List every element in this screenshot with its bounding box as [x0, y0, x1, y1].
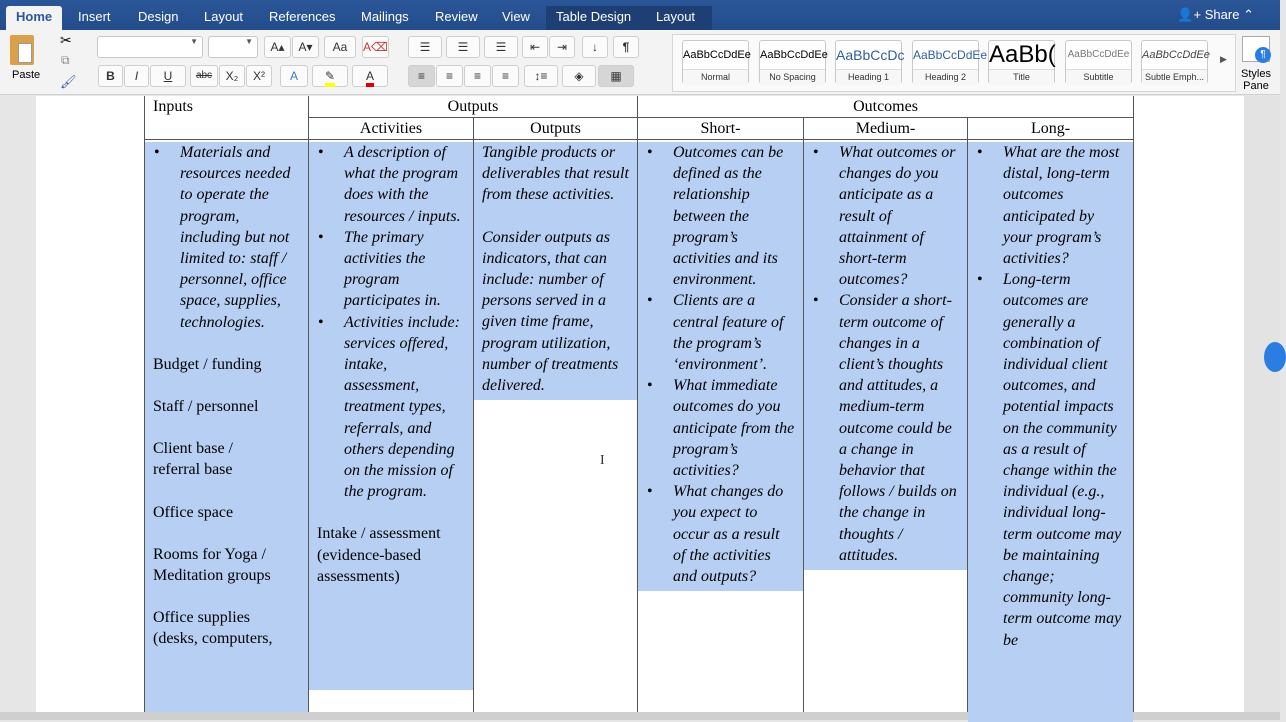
subheader-short: Short-: [638, 118, 804, 140]
list-item: • Clients are a central feature of the program’s ‘environment’.: [646, 290, 795, 375]
style-normal[interactable]: AaBbCcDdEe Normal: [682, 40, 749, 84]
tab-view[interactable]: View: [502, 9, 530, 24]
bullets-button[interactable]: ☰: [408, 36, 442, 58]
list-item: Rooms for Yoga / Meditation groups: [153, 545, 271, 585]
tab-table-design[interactable]: Table Design: [546, 6, 646, 30]
change-case-button[interactable]: Aa: [324, 36, 356, 58]
align-right-button[interactable]: ≡: [464, 65, 491, 87]
cell-long-term[interactable]: [968, 140, 1134, 712]
list-item: • The primary activities the program participates in.: [317, 227, 465, 312]
increase-indent-button[interactable]: ⇥: [549, 36, 575, 58]
font-size-field[interactable]: ▼: [208, 36, 258, 58]
copy-icon[interactable]: ⧉: [61, 53, 70, 67]
styles-pane-icon[interactable]: ¶: [1242, 36, 1270, 62]
tab-table-layout[interactable]: Layout: [646, 6, 712, 30]
list-item: Budget / funding: [153, 355, 262, 373]
logic-model-table[interactable]: [144, 96, 1134, 712]
style-heading-2[interactable]: AaBbCcDdEe Heading 2: [912, 40, 979, 84]
cell-activities[interactable]: [309, 140, 474, 712]
cell-medium-term[interactable]: [804, 140, 968, 712]
highlight-color-button[interactable]: [312, 65, 348, 87]
tab-layout[interactable]: Layout: [204, 9, 244, 24]
share-button[interactable]: 👤+ Share ⌃: [1177, 7, 1254, 22]
collapse-ribbon-icon[interactable]: ⌃: [1243, 7, 1254, 22]
highlighter-icon: ✎: [325, 69, 335, 87]
list-item: • A description of what the program does with the resources / inputs.: [317, 142, 465, 227]
format-painter-icon[interactable]: 🖌: [60, 74, 77, 89]
font-name-field[interactable]: ▼: [97, 36, 203, 58]
tab-design[interactable]: Design: [138, 9, 179, 24]
align-center-button[interactable]: ≡: [436, 65, 463, 87]
style-subtitle[interactable]: AaBbCcDdEe Subtitle: [1065, 40, 1132, 84]
multilevel-list-button[interactable]: ☰: [484, 36, 518, 58]
tab-references[interactable]: References: [269, 9, 336, 24]
paste-icon[interactable]: [10, 35, 34, 65]
list-item: Staff / personnel: [153, 398, 259, 416]
style-heading-1[interactable]: AaBbCcDc Heading 1: [835, 40, 902, 84]
shrink-font-button[interactable]: A▾: [292, 36, 319, 58]
list-item: Office space: [153, 503, 234, 521]
list-item: • Outcomes can be defined as the relationship between the program’s activities and its environment.: [646, 142, 795, 290]
clear-formatting-button[interactable]: A⌫: [362, 36, 389, 58]
subheader-inputs: [144, 118, 309, 140]
text-effects-button[interactable]: A: [280, 65, 308, 87]
right-margin: [1244, 96, 1280, 712]
italic-button[interactable]: I: [124, 65, 149, 87]
grow-font-button[interactable]: A▴: [264, 36, 291, 58]
bold-button[interactable]: B: [98, 65, 123, 87]
list-item: • What changes do you expect to occur as a result of the activities and outputs?: [646, 481, 795, 587]
align-left-button[interactable]: ≡: [408, 65, 435, 87]
output-paragraph: Tangible products or deliverables that result from these activities.: [482, 144, 629, 204]
show-marks-button[interactable]: ¶: [613, 36, 639, 58]
subheader-activities: Activities: [309, 118, 474, 140]
subscript-button[interactable]: X₂: [219, 65, 245, 87]
tab-review[interactable]: Review: [435, 9, 478, 24]
list-item: • Materials and resources needed to operate the program, including but not limited to: staff / personnel, office space, supplies, technologies.: [153, 142, 300, 333]
header-outcomes: Outcomes: [638, 96, 1134, 118]
strikethrough-button[interactable]: abc: [190, 65, 218, 87]
ribbon-tabs: [0, 0, 1280, 30]
header-outputs: Outputs: [309, 96, 638, 118]
tab-mailings[interactable]: Mailings: [361, 9, 409, 24]
numbering-button[interactable]: ☰: [446, 36, 480, 58]
text-cursor-icon: Ι: [600, 453, 605, 468]
style-subtle-emphasis[interactable]: AaBbCcDdEe Subtle Emph...: [1141, 40, 1208, 84]
list-item: • Activities include: services offered, intake, assessment, treatment types, referrals, and others depending on the mission of the program.: [317, 312, 465, 503]
justify-button[interactable]: ≡: [492, 65, 519, 87]
font-color-icon: A: [366, 69, 374, 87]
assistant-icon[interactable]: [1264, 342, 1286, 372]
list-item: Intake / assessment (evidence-based assessments): [317, 525, 441, 585]
style-title[interactable]: AaBb( Title: [988, 40, 1055, 84]
shading-button[interactable]: ◈: [562, 65, 596, 87]
style-no-spacing[interactable]: AaBbCcDdEe No Spacing: [759, 40, 826, 84]
output-paragraph: Consider outputs as indicators, that can include: number of persons served in a given time frame, program utilization, number of treatments delivered.: [482, 228, 619, 395]
font-color-button[interactable]: [352, 65, 388, 87]
tab-home[interactable]: Home: [6, 6, 62, 30]
subheader-outputs: Outputs: [474, 118, 638, 140]
list-item: • What outcomes or changes do you anticipate as a result of attainment of short-term outcomes?: [812, 142, 959, 290]
ribbon: [0, 30, 1280, 95]
paste-label[interactable]: Paste: [12, 69, 41, 81]
subheader-long: Long-: [968, 118, 1134, 140]
cell-inputs[interactable]: [144, 140, 309, 712]
decrease-indent-button[interactable]: ⇤: [522, 36, 548, 58]
list-item: Office supplies (desks, computers,: [153, 609, 273, 648]
list-item: • What are the most distal, long-term outcomes anticipated by your program’s activities?: [976, 142, 1125, 269]
sort-button[interactable]: ↓: [582, 36, 608, 58]
cell-outputs[interactable]: [474, 140, 638, 712]
add-person-icon: 👤+: [1177, 7, 1205, 22]
list-item: • Long-term outcomes are generally a combination of individual client outcomes, and potential impacts on the community as a result of change within the individual (e.g., individual long-term outcome may be maintaining change; community long-term outcome may be: [976, 269, 1125, 651]
underline-button[interactable]: U: [150, 65, 186, 87]
cut-icon[interactable]: ✂: [60, 32, 72, 48]
borders-button[interactable]: ▦: [598, 65, 634, 87]
cell-short-term[interactable]: [638, 140, 804, 712]
styles-pane-label[interactable]: Styles Pane: [1241, 68, 1271, 92]
list-item: • What immediate outcomes do you anticipate from the program’s activities?: [646, 375, 795, 481]
line-spacing-button[interactable]: ↕≡: [524, 65, 558, 87]
tab-insert[interactable]: Insert: [78, 9, 111, 24]
superscript-button[interactable]: X²: [246, 65, 272, 87]
list-item: Client base / referral base: [153, 440, 233, 479]
subheader-medium: Medium-: [804, 118, 968, 140]
header-inputs: Inputs: [144, 96, 309, 118]
list-item: • Consider a short-term outcome of changes in a client’s thoughts and attitudes, a medium-term outcome could be a change in behavior that follows / builds on the change in thoughts / attitudes.: [812, 290, 959, 566]
gallery-next-icon[interactable]: ▶: [1220, 54, 1227, 64]
